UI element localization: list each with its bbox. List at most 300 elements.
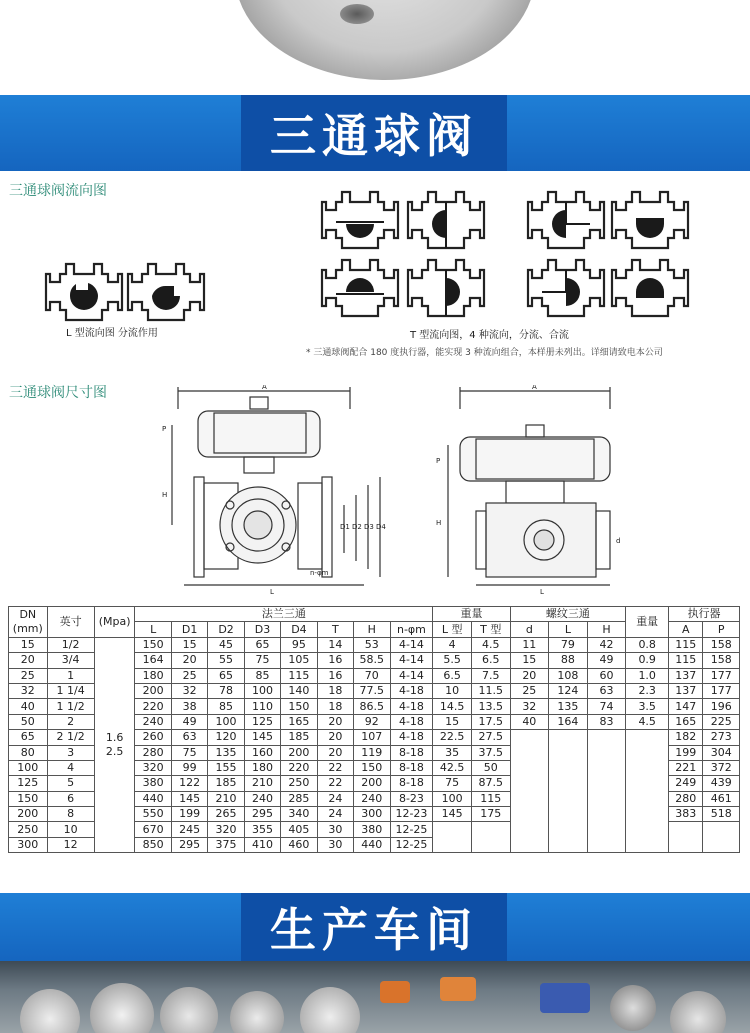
- cell-empty: [587, 822, 626, 837]
- cell-flange: 4-18: [390, 699, 433, 714]
- cell-actuator: 372: [703, 760, 740, 775]
- cell-empty: [549, 760, 588, 775]
- cell-weight: 75: [433, 776, 472, 791]
- cell-flange: 22: [317, 760, 353, 775]
- cell-thread: 108: [549, 668, 588, 683]
- cell-actuator: 461: [703, 791, 740, 806]
- cell-pressure: 1.6 2.5: [94, 637, 135, 852]
- cell-thread: 83: [587, 714, 626, 729]
- cell-actuator: 137: [669, 668, 703, 683]
- header-weight-thread: 重量: [626, 607, 669, 638]
- subheader-thread: L: [549, 622, 588, 637]
- cell-weight: 37.5: [471, 745, 510, 760]
- cell-dn: 125: [9, 776, 48, 791]
- t-type-flow-icon-1: [322, 192, 398, 248]
- cell-actuator: 304: [703, 745, 740, 760]
- cell-flange: 260: [135, 730, 171, 745]
- cell-empty: [587, 807, 626, 822]
- dimension-table: [8, 606, 740, 853]
- cell-weight: 13.5: [471, 699, 510, 714]
- cell-thread: 88: [549, 653, 588, 668]
- cell-empty: [471, 822, 510, 837]
- cell-flange: 15: [171, 637, 207, 652]
- cell-flange: 14: [317, 637, 353, 652]
- cell-actuator: 518: [703, 807, 740, 822]
- cell-flange: 150: [354, 760, 390, 775]
- subheader-flange: D3: [244, 622, 280, 637]
- cell-weight: 175: [471, 807, 510, 822]
- cell-flange: 355: [244, 822, 280, 837]
- cell-actuator: 177: [703, 683, 740, 698]
- cell-empty: [549, 822, 588, 837]
- cell-actuator: 225: [703, 714, 740, 729]
- cell-dn: 80: [9, 745, 48, 760]
- cell-empty: [587, 776, 626, 791]
- cell-flange: 410: [244, 837, 280, 852]
- cell-flange: 122: [171, 776, 207, 791]
- cell-flange: 20: [317, 714, 353, 729]
- cell-flange: 300: [354, 807, 390, 822]
- cell-empty: [510, 776, 549, 791]
- t-type-flow-icon-3: [528, 192, 604, 248]
- cell-flange: 440: [354, 837, 390, 852]
- cell-weight: 5.5: [433, 653, 472, 668]
- dim-label: A: [532, 385, 537, 391]
- cell-flange: 185: [208, 776, 244, 791]
- dim-label: D2: [352, 523, 362, 531]
- cell-weight-thread: 3.5: [626, 699, 669, 714]
- cell-flange: 125: [244, 714, 280, 729]
- cell-empty: [433, 837, 472, 852]
- cell-empty: [549, 837, 588, 852]
- subheader-actuator: A: [669, 622, 703, 637]
- cell-thread: 15: [510, 653, 549, 668]
- cell-actuator: 196: [703, 699, 740, 714]
- cell-actuator: 280: [669, 791, 703, 806]
- cell-flange: 120: [208, 730, 244, 745]
- cell-flange: 210: [244, 776, 280, 791]
- cell-dn: 40: [9, 699, 48, 714]
- cell-empty: [626, 745, 669, 760]
- cell-empty: [587, 791, 626, 806]
- section-banner-three-way-ball-valve: [0, 95, 750, 171]
- cell-flange: 70: [354, 668, 390, 683]
- t-type-flow-icon-4: [612, 192, 688, 248]
- cell-flange: 20: [317, 730, 353, 745]
- cell-flange: 460: [281, 837, 317, 852]
- cell-flange: 18: [317, 683, 353, 698]
- cell-flange: 53: [354, 637, 390, 652]
- cell-weight: 10: [433, 683, 472, 698]
- flow-note: * 三通球阀配合 180 度执行器，能实现 3 种流向组合，本样册未列出。详细请致电本公司: [306, 348, 663, 358]
- cell-thread: 42: [587, 637, 626, 652]
- cell-flange: 95: [281, 637, 317, 652]
- cell-flange: 119: [354, 745, 390, 760]
- header-dn: DN (mm): [9, 607, 48, 638]
- cell-flange: 63: [171, 730, 207, 745]
- cell-flange: 12-25: [390, 837, 433, 852]
- dimension-diagram-heading: 三通球阀尺寸图: [9, 385, 107, 401]
- subheader-flange: D2: [208, 622, 244, 637]
- header-thread: 螺纹三通: [510, 607, 626, 622]
- dim-label: d: [616, 537, 621, 545]
- cell-dn: 32: [9, 683, 48, 698]
- dim-label: P: [162, 425, 167, 433]
- cell-flange: 8-23: [390, 791, 433, 806]
- cell-empty: [510, 807, 549, 822]
- cell-weight: 27.5: [471, 730, 510, 745]
- cell-flange: 240: [354, 791, 390, 806]
- cell-flange: 200: [354, 776, 390, 791]
- cell-weight: 6.5: [471, 653, 510, 668]
- cell-dn: 300: [9, 837, 48, 852]
- cell-actuator: 439: [703, 776, 740, 791]
- cell-empty: [510, 730, 549, 745]
- cell-empty: [510, 791, 549, 806]
- cell-dn: 15: [9, 637, 48, 652]
- cell-actuator: 221: [669, 760, 703, 775]
- cell-flange: 250: [281, 776, 317, 791]
- flow-diagram-heading: 三通球阀流向图: [9, 183, 107, 199]
- cell-thread: 135: [549, 699, 588, 714]
- top-product-photo: [0, 0, 750, 95]
- cell-actuator: 249: [669, 776, 703, 791]
- cell-weight: 50: [471, 760, 510, 775]
- flange-bolt-hole: [340, 4, 374, 24]
- cell-flange: 145: [244, 730, 280, 745]
- cell-empty: [703, 837, 740, 852]
- cell-weight-thread: 0.9: [626, 653, 669, 668]
- cell-flange: 115: [281, 668, 317, 683]
- cell-flange: 16: [317, 653, 353, 668]
- cell-empty: [549, 791, 588, 806]
- cell-thread: 20: [510, 668, 549, 683]
- subheader-flange: H: [354, 622, 390, 637]
- cell-empty: [510, 745, 549, 760]
- dim-label: H: [436, 519, 442, 527]
- cell-actuator: 158: [703, 637, 740, 652]
- cell-flange: 78: [208, 683, 244, 698]
- cell-flange: 340: [281, 807, 317, 822]
- cell-dn: 65: [9, 730, 48, 745]
- cell-flange: 8-18: [390, 760, 433, 775]
- valve-flange-image: [235, 0, 535, 80]
- cell-flange: 405: [281, 822, 317, 837]
- l-type-flow-icon-1: [46, 264, 122, 320]
- cell-flange: 150: [281, 699, 317, 714]
- cell-empty: [626, 837, 669, 852]
- cell-empty: [471, 837, 510, 852]
- t-type-flow-icon-6: [408, 260, 484, 316]
- cell-weight: 87.5: [471, 776, 510, 791]
- cell-weight: 4.5: [471, 637, 510, 652]
- cell-flange: 85: [244, 668, 280, 683]
- cell-flange: 4-14: [390, 637, 433, 652]
- l-type-flow-icon-2: [128, 264, 204, 320]
- cell-empty: [587, 837, 626, 852]
- cell-thread: 124: [549, 683, 588, 698]
- cell-flange: 20: [171, 653, 207, 668]
- banner-title: 生产车间: [241, 893, 507, 961]
- cell-flange: 185: [281, 730, 317, 745]
- cell-empty: [703, 822, 740, 837]
- subheader-weight: T 型: [471, 622, 510, 637]
- cell-empty: [510, 822, 549, 837]
- cell-actuator: 158: [703, 653, 740, 668]
- cell-empty: [626, 822, 669, 837]
- cell-inch: 6: [47, 791, 94, 806]
- cell-dn: 25: [9, 668, 48, 683]
- cell-empty: [626, 760, 669, 775]
- cell-empty: [549, 730, 588, 745]
- cell-flange: 85: [208, 699, 244, 714]
- cell-flange: 180: [135, 668, 171, 683]
- cell-flange: 25: [171, 668, 207, 683]
- cell-flange: 8-18: [390, 745, 433, 760]
- dim-label: D4: [376, 523, 386, 531]
- cell-flange: 295: [244, 807, 280, 822]
- cell-flange: 670: [135, 822, 171, 837]
- table-row: [9, 637, 740, 652]
- cell-flange: 164: [135, 653, 171, 668]
- cell-actuator: 165: [669, 714, 703, 729]
- cell-empty: [669, 837, 703, 852]
- cell-weight: 11.5: [471, 683, 510, 698]
- t-type-flow-icon-5: [322, 260, 398, 316]
- t-type-flow-icon-8: [612, 260, 688, 316]
- cell-flange: 200: [135, 683, 171, 698]
- cell-flange: 180: [244, 760, 280, 775]
- subheader-thread: H: [587, 622, 626, 637]
- cell-dn: 200: [9, 807, 48, 822]
- cell-flange: 4-18: [390, 730, 433, 745]
- t-type-flow-icon-7: [528, 260, 604, 316]
- cell-weight: 145: [433, 807, 472, 822]
- cell-thread: 11: [510, 637, 549, 652]
- cell-empty: [626, 807, 669, 822]
- cell-weight: 4: [433, 637, 472, 652]
- cell-flange: 18: [317, 699, 353, 714]
- cell-weight: 15: [433, 714, 472, 729]
- cell-inch: 4: [47, 760, 94, 775]
- dim-label: H: [162, 491, 168, 499]
- cell-empty: [510, 837, 549, 852]
- cell-flange: 4-14: [390, 668, 433, 683]
- cell-thread: 60: [587, 668, 626, 683]
- cell-weight: 17.5: [471, 714, 510, 729]
- cell-flange: 8-18: [390, 776, 433, 791]
- cell-weight: 14.5: [433, 699, 472, 714]
- dim-label: D1: [340, 523, 350, 531]
- cell-actuator: 147: [669, 699, 703, 714]
- cell-flange: 200: [281, 745, 317, 760]
- workshop-photo: [0, 961, 750, 1033]
- t-type-flow-icon-2: [408, 192, 484, 248]
- cell-empty: [549, 776, 588, 791]
- cell-weight: 100: [433, 791, 472, 806]
- table-header-row: [9, 607, 740, 622]
- cell-flange: 440: [135, 791, 171, 806]
- cell-flange: 295: [171, 837, 207, 852]
- cell-inch: 2 1/2: [47, 730, 94, 745]
- cell-inch: 1/2: [47, 637, 94, 652]
- cell-flange: 92: [354, 714, 390, 729]
- cell-flange: 140: [281, 683, 317, 698]
- cell-flange: 49: [171, 714, 207, 729]
- cell-thread: 25: [510, 683, 549, 698]
- header-weight: 重量: [433, 607, 510, 622]
- cell-flange: 110: [244, 699, 280, 714]
- cell-inch: 3: [47, 745, 94, 760]
- cell-flange: 75: [244, 653, 280, 668]
- cell-flange: 24: [317, 807, 353, 822]
- banner-title: 三通球阀: [241, 95, 507, 171]
- cell-weight: 22.5: [433, 730, 472, 745]
- cell-empty: [626, 776, 669, 791]
- cell-inch: 2: [47, 714, 94, 729]
- subheader-flange: D4: [281, 622, 317, 637]
- cell-inch: 1 1/2: [47, 699, 94, 714]
- subheader-flange: n-φm: [390, 622, 433, 637]
- cell-inch: 10: [47, 822, 94, 837]
- cell-flange: 155: [208, 760, 244, 775]
- cell-dn: 20: [9, 653, 48, 668]
- cell-weight: 42.5: [433, 760, 472, 775]
- cell-flange: 12-23: [390, 807, 433, 822]
- cell-thread: 79: [549, 637, 588, 652]
- cell-flange: 220: [281, 760, 317, 775]
- cell-flange: 265: [208, 807, 244, 822]
- cell-flange: 150: [135, 637, 171, 652]
- cell-thread: 164: [549, 714, 588, 729]
- cell-flange: 55: [208, 653, 244, 668]
- cell-weight: 115: [471, 791, 510, 806]
- l-type-caption: L 型流向图 分流作用: [66, 328, 158, 339]
- cell-inch: 8: [47, 807, 94, 822]
- cell-flange: 58.5: [354, 653, 390, 668]
- cell-empty: [587, 745, 626, 760]
- cell-dn: 100: [9, 760, 48, 775]
- cell-flange: 77.5: [354, 683, 390, 698]
- cell-flange: 30: [317, 837, 353, 852]
- cell-flange: 165: [281, 714, 317, 729]
- cell-flange: 4-14: [390, 653, 433, 668]
- cell-inch: 5: [47, 776, 94, 791]
- subheader-flange: T: [317, 622, 353, 637]
- cell-empty: [433, 822, 472, 837]
- cell-flange: 240: [244, 791, 280, 806]
- cell-empty: [587, 730, 626, 745]
- cell-actuator: 115: [669, 637, 703, 652]
- cell-actuator: 273: [703, 730, 740, 745]
- cell-weight-thread: 4.5: [626, 714, 669, 729]
- cell-flange: 245: [171, 822, 207, 837]
- cell-inch: 1: [47, 668, 94, 683]
- dim-label: L: [540, 588, 544, 595]
- cell-empty: [587, 760, 626, 775]
- cell-thread: 63: [587, 683, 626, 698]
- cell-empty: [549, 807, 588, 822]
- t-type-caption: T 型流向图，4 种流向，分流、合流: [410, 330, 569, 341]
- cell-flange: 38: [171, 699, 207, 714]
- cell-actuator: 182: [669, 730, 703, 745]
- cell-actuator: 199: [669, 745, 703, 760]
- cell-inch: 1 1/4: [47, 683, 94, 698]
- cell-flange: 320: [135, 760, 171, 775]
- cell-empty: [626, 730, 669, 745]
- header-actuator: 执行器: [669, 607, 740, 622]
- cell-flange: 105: [281, 653, 317, 668]
- cell-flange: 99: [171, 760, 207, 775]
- cell-flange: 32: [171, 683, 207, 698]
- section-banner-workshop: [0, 893, 750, 961]
- cell-flange: 375: [208, 837, 244, 852]
- cell-flange: 850: [135, 837, 171, 852]
- cell-weight-thread: 0.8: [626, 637, 669, 652]
- cell-flange: 86.5: [354, 699, 390, 714]
- subheader-thread: d: [510, 622, 549, 637]
- cell-flange: 20: [317, 745, 353, 760]
- cell-flange: 240: [135, 714, 171, 729]
- cell-thread: 32: [510, 699, 549, 714]
- dim-label: D3: [364, 523, 374, 531]
- cell-flange: 285: [281, 791, 317, 806]
- cell-actuator: 383: [669, 807, 703, 822]
- cell-empty: [626, 791, 669, 806]
- cell-thread: 74: [587, 699, 626, 714]
- dim-label: P: [436, 457, 441, 465]
- cell-flange: 75: [171, 745, 207, 760]
- cell-actuator: 137: [669, 683, 703, 698]
- cell-empty: [510, 760, 549, 775]
- cell-flange: 199: [171, 807, 207, 822]
- cell-flange: 30: [317, 822, 353, 837]
- subheader-flange: L: [135, 622, 171, 637]
- dimension-drawings: [160, 385, 720, 595]
- cell-thread: 40: [510, 714, 549, 729]
- cell-empty: [669, 822, 703, 837]
- subheader-weight: L 型: [433, 622, 472, 637]
- cell-flange: 380: [354, 822, 390, 837]
- cell-flange: 12-25: [390, 822, 433, 837]
- cell-flange: 320: [208, 822, 244, 837]
- dim-label: A: [262, 385, 267, 391]
- subheader-actuator: P: [703, 622, 740, 637]
- cell-weight: 7.5: [471, 668, 510, 683]
- cell-flange: 65: [244, 637, 280, 652]
- cell-flange: 4-18: [390, 683, 433, 698]
- dim-label: L: [270, 588, 274, 595]
- header-flange: 法兰三通: [135, 607, 433, 622]
- cell-flange: 220: [135, 699, 171, 714]
- header-inch: 英寸: [47, 607, 94, 638]
- header-pressure: (Mpa): [94, 607, 135, 638]
- cell-actuator: 177: [703, 668, 740, 683]
- cell-actuator: 115: [669, 653, 703, 668]
- cell-weight: 6.5: [433, 668, 472, 683]
- cell-flange: 380: [135, 776, 171, 791]
- cell-dn: 250: [9, 822, 48, 837]
- cell-flange: 65: [208, 668, 244, 683]
- cell-weight: 35: [433, 745, 472, 760]
- cell-weight-thread: 1.0: [626, 668, 669, 683]
- cell-flange: 145: [171, 791, 207, 806]
- cell-thread: 49: [587, 653, 626, 668]
- cell-inch: 3/4: [47, 653, 94, 668]
- cell-flange: 280: [135, 745, 171, 760]
- cell-flange: 45: [208, 637, 244, 652]
- cell-weight-thread: 2.3: [626, 683, 669, 698]
